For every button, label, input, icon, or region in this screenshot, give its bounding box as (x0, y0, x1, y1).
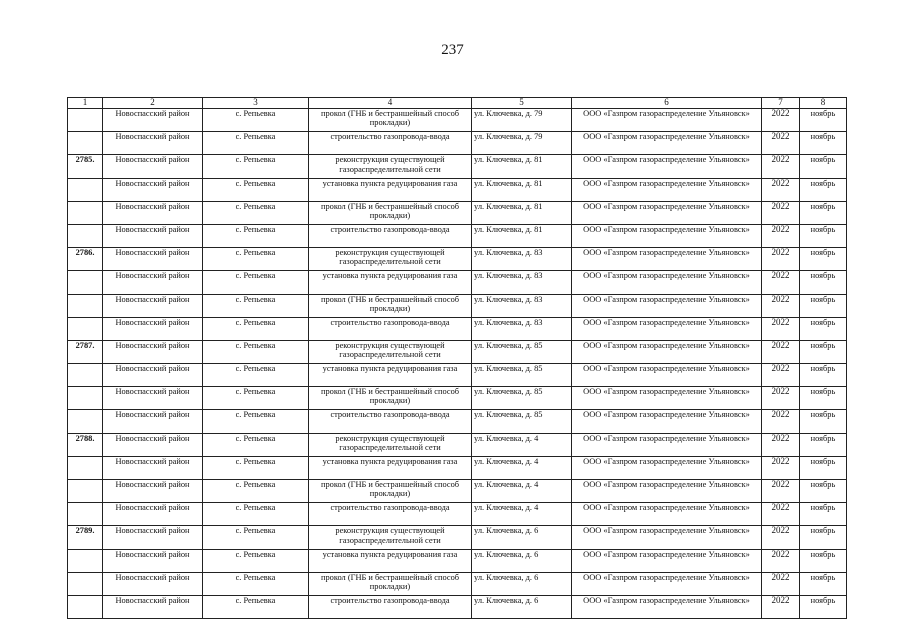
organization-cell: ООО «Газпром газораспределение Ульяновск» (572, 456, 762, 479)
table-row (68, 248, 847, 271)
village-cell: с. Репьевка (203, 572, 309, 595)
column-header-organization: 6 (572, 98, 762, 109)
month-cell: ноябрь (800, 364, 847, 387)
village-cell: с. Репьевка (203, 549, 309, 572)
table-row (68, 549, 847, 572)
month-cell: ноябрь (800, 340, 847, 363)
row-number (68, 132, 103, 155)
organization-cell: ООО «Газпром газораспределение Ульяновск» (572, 340, 762, 363)
month-cell: ноябрь (800, 224, 847, 247)
work-type-cell: реконструкция существующей газораспределительной сети (309, 248, 472, 271)
village-cell: с. Репьевка (203, 201, 309, 224)
organization-cell: ООО «Газпром газораспределение Ульяновск» (572, 132, 762, 155)
month-cell: ноябрь (800, 526, 847, 549)
row-number (68, 109, 103, 132)
row-number (68, 549, 103, 572)
column-header-village: 3 (203, 98, 309, 109)
month-cell: ноябрь (800, 572, 847, 595)
address-cell: ул. Ключевка, д. 81 (472, 224, 572, 247)
district-cell: Новоспасский район (103, 340, 203, 363)
month-cell: ноябрь (800, 317, 847, 340)
year-cell: 2022 (762, 155, 800, 178)
address-cell: ул. Ключевка, д. 85 (472, 410, 572, 433)
year-cell: 2022 (762, 433, 800, 456)
work-type-cell: строительство газопровода-ввода (309, 503, 472, 526)
month-cell: ноябрь (800, 549, 847, 572)
organization-cell: ООО «Газпром газораспределение Ульяновск» (572, 109, 762, 132)
table-row (68, 224, 847, 247)
month-cell: ноябрь (800, 155, 847, 178)
work-type-cell: прокол (ГНБ и бестраншейный способ прокладки) (309, 572, 472, 595)
work-type-cell: реконструкция существующей газораспределительной сети (309, 340, 472, 363)
address-cell: ул. Ключевка, д. 83 (472, 248, 572, 271)
organization-cell: ООО «Газпром газораспределение Ульяновск» (572, 410, 762, 433)
village-cell: с. Репьевка (203, 109, 309, 132)
row-number (68, 410, 103, 433)
address-cell: ул. Ключевка, д. 79 (472, 109, 572, 132)
district-cell: Новоспасский район (103, 271, 203, 294)
address-cell: ул. Ключевка, д. 4 (472, 503, 572, 526)
row-number (68, 572, 103, 595)
work-type-cell: строительство газопровода-ввода (309, 224, 472, 247)
district-cell: Новоспасский район (103, 549, 203, 572)
district-cell: Новоспасский район (103, 224, 203, 247)
table-header-row (68, 98, 847, 109)
column-header-district: 2 (103, 98, 203, 109)
village-cell: с. Репьевка (203, 595, 309, 618)
organization-cell: ООО «Газпром газораспределение Ульяновск» (572, 572, 762, 595)
organization-cell: ООО «Газпром газораспределение Ульяновск» (572, 433, 762, 456)
year-cell: 2022 (762, 503, 800, 526)
month-cell: ноябрь (800, 480, 847, 503)
year-cell: 2022 (762, 572, 800, 595)
village-cell: с. Репьевка (203, 271, 309, 294)
row-number: 2787. (68, 340, 103, 363)
village-cell: с. Репьевка (203, 387, 309, 410)
address-cell: ул. Ключевка, д. 4 (472, 433, 572, 456)
district-cell: Новоспасский район (103, 480, 203, 503)
table-row (68, 201, 847, 224)
year-cell: 2022 (762, 526, 800, 549)
address-cell: ул. Ключевка, д. 79 (472, 132, 572, 155)
month-cell: ноябрь (800, 433, 847, 456)
village-cell: с. Репьевка (203, 480, 309, 503)
work-type-cell: реконструкция существующей газораспределительной сети (309, 433, 472, 456)
row-number (68, 224, 103, 247)
address-cell: ул. Ключевка, д. 81 (472, 155, 572, 178)
page-number: 237 (441, 42, 464, 58)
organization-cell: ООО «Газпром газораспределение Ульяновск» (572, 294, 762, 317)
year-cell: 2022 (762, 340, 800, 363)
village-cell: с. Репьевка (203, 248, 309, 271)
address-cell: ул. Ключевка, д. 6 (472, 595, 572, 618)
address-cell: ул. Ключевка, д. 85 (472, 387, 572, 410)
table-row (68, 340, 847, 363)
year-cell: 2022 (762, 224, 800, 247)
row-number: 2788. (68, 433, 103, 456)
row-number (68, 364, 103, 387)
year-cell: 2022 (762, 480, 800, 503)
table-row (68, 433, 847, 456)
village-cell: с. Репьевка (203, 132, 309, 155)
address-cell: ул. Ключевка, д. 85 (472, 364, 572, 387)
month-cell: ноябрь (800, 132, 847, 155)
district-cell: Новоспасский район (103, 364, 203, 387)
village-cell: с. Репьевка (203, 433, 309, 456)
column-header-year: 7 (762, 98, 800, 109)
organization-cell: ООО «Газпром газораспределение Ульяновск» (572, 155, 762, 178)
organization-cell: ООО «Газпром газораспределение Ульяновск» (572, 387, 762, 410)
row-number (68, 480, 103, 503)
district-cell: Новоспасский район (103, 410, 203, 433)
year-cell: 2022 (762, 364, 800, 387)
village-cell: с. Репьевка (203, 317, 309, 340)
district-cell: Новоспасский район (103, 294, 203, 317)
month-cell: ноябрь (800, 456, 847, 479)
year-cell: 2022 (762, 132, 800, 155)
table-row (68, 456, 847, 479)
district-cell: Новоспасский район (103, 317, 203, 340)
gasification-register-table (67, 97, 847, 619)
organization-cell: ООО «Газпром газораспределение Ульяновск» (572, 503, 762, 526)
column-header-number: 1 (68, 98, 103, 109)
work-type-cell: прокол (ГНБ и бестраншейный способ прокладки) (309, 294, 472, 317)
year-cell: 2022 (762, 549, 800, 572)
table-row (68, 294, 847, 317)
work-type-cell: установка пункта редуцирования газа (309, 271, 472, 294)
district-cell: Новоспасский район (103, 132, 203, 155)
work-type-cell: реконструкция существующей газораспределительной сети (309, 155, 472, 178)
row-number (68, 317, 103, 340)
address-cell: ул. Ключевка, д. 83 (472, 317, 572, 340)
month-cell: ноябрь (800, 503, 847, 526)
row-number: 2789. (68, 526, 103, 549)
address-cell: ул. Ключевка, д. 85 (472, 340, 572, 363)
work-type-cell: установка пункта редуцирования газа (309, 178, 472, 201)
village-cell: с. Репьевка (203, 340, 309, 363)
year-cell: 2022 (762, 178, 800, 201)
address-cell: ул. Ключевка, д. 6 (472, 526, 572, 549)
month-cell: ноябрь (800, 410, 847, 433)
district-cell: Новоспасский район (103, 503, 203, 526)
year-cell: 2022 (762, 201, 800, 224)
district-cell: Новоспасский район (103, 433, 203, 456)
table-row (68, 364, 847, 387)
work-type-cell: строительство газопровода-ввода (309, 595, 472, 618)
district-cell: Новоспасский район (103, 456, 203, 479)
row-number (68, 503, 103, 526)
row-number (68, 595, 103, 618)
district-cell: Новоспасский район (103, 387, 203, 410)
district-cell: Новоспасский район (103, 155, 203, 178)
organization-cell: ООО «Газпром газораспределение Ульяновск» (572, 201, 762, 224)
organization-cell: ООО «Газпром газораспределение Ульяновск» (572, 271, 762, 294)
village-cell: с. Репьевка (203, 224, 309, 247)
table-row (68, 526, 847, 549)
organization-cell: ООО «Газпром газораспределение Ульяновск» (572, 178, 762, 201)
table-row (68, 480, 847, 503)
village-cell: с. Репьевка (203, 526, 309, 549)
address-cell: ул. Ключевка, д. 6 (472, 572, 572, 595)
district-cell: Новоспасский район (103, 572, 203, 595)
year-cell: 2022 (762, 109, 800, 132)
row-number (68, 456, 103, 479)
year-cell: 2022 (762, 294, 800, 317)
row-number: 2785. (68, 155, 103, 178)
organization-cell: ООО «Газпром газораспределение Ульяновск» (572, 480, 762, 503)
village-cell: с. Репьевка (203, 503, 309, 526)
month-cell: ноябрь (800, 595, 847, 618)
table-row (68, 503, 847, 526)
organization-cell: ООО «Газпром газораспределение Ульяновск» (572, 526, 762, 549)
month-cell: ноябрь (800, 178, 847, 201)
address-cell: ул. Ключевка, д. 83 (472, 294, 572, 317)
column-header-month: 8 (800, 98, 847, 109)
organization-cell: ООО «Газпром газораспределение Ульяновск» (572, 317, 762, 340)
table-body (68, 109, 847, 619)
district-cell: Новоспасский район (103, 248, 203, 271)
row-number (68, 271, 103, 294)
address-cell: ул. Ключевка, д. 81 (472, 201, 572, 224)
village-cell: с. Репьевка (203, 364, 309, 387)
row-number: 2786. (68, 248, 103, 271)
table-row (68, 155, 847, 178)
village-cell: с. Репьевка (203, 155, 309, 178)
table-row (68, 109, 847, 132)
work-type-cell: прокол (ГНБ и бестраншейный способ прокладки) (309, 109, 472, 132)
year-cell: 2022 (762, 595, 800, 618)
table-row (68, 271, 847, 294)
village-cell: с. Репьевка (203, 410, 309, 433)
address-cell: ул. Ключевка, д. 4 (472, 456, 572, 479)
table-row (68, 178, 847, 201)
table-row (68, 410, 847, 433)
table-row (68, 595, 847, 618)
address-cell: ул. Ключевка, д. 4 (472, 480, 572, 503)
row-number (68, 178, 103, 201)
district-cell: Новоспасский район (103, 595, 203, 618)
year-cell: 2022 (762, 456, 800, 479)
work-type-cell: прокол (ГНБ и бестраншейный способ прокладки) (309, 387, 472, 410)
district-cell: Новоспасский район (103, 201, 203, 224)
work-type-cell: прокол (ГНБ и бестраншейный способ прокладки) (309, 201, 472, 224)
work-type-cell: строительство газопровода-ввода (309, 132, 472, 155)
organization-cell: ООО «Газпром газораспределение Ульяновск» (572, 595, 762, 618)
month-cell: ноябрь (800, 387, 847, 410)
work-type-cell: строительство газопровода-ввода (309, 317, 472, 340)
district-cell: Новоспасский район (103, 178, 203, 201)
village-cell: с. Репьевка (203, 456, 309, 479)
work-type-cell: реконструкция существующей газораспределительной сети (309, 526, 472, 549)
table-row (68, 317, 847, 340)
month-cell: ноябрь (800, 271, 847, 294)
district-cell: Новоспасский район (103, 526, 203, 549)
table-row (68, 572, 847, 595)
district-cell: Новоспасский район (103, 109, 203, 132)
year-cell: 2022 (762, 248, 800, 271)
year-cell: 2022 (762, 410, 800, 433)
month-cell: ноябрь (800, 201, 847, 224)
address-cell: ул. Ключевка, д. 83 (472, 271, 572, 294)
month-cell: ноябрь (800, 248, 847, 271)
month-cell: ноябрь (800, 109, 847, 132)
year-cell: 2022 (762, 317, 800, 340)
work-type-cell: установка пункта редуцирования газа (309, 364, 472, 387)
table-row (68, 132, 847, 155)
month-cell: ноябрь (800, 294, 847, 317)
organization-cell: ООО «Газпром газораспределение Ульяновск» (572, 364, 762, 387)
organization-cell: ООО «Газпром газораспределение Ульяновск» (572, 248, 762, 271)
organization-cell: ООО «Газпром газораспределение Ульяновск» (572, 549, 762, 572)
village-cell: с. Репьевка (203, 178, 309, 201)
row-number (68, 294, 103, 317)
organization-cell: ООО «Газпром газораспределение Ульяновск» (572, 224, 762, 247)
column-header-address: 5 (472, 98, 572, 109)
village-cell: с. Репьевка (203, 294, 309, 317)
work-type-cell: строительство газопровода-ввода (309, 410, 472, 433)
year-cell: 2022 (762, 271, 800, 294)
row-number (68, 201, 103, 224)
address-cell: ул. Ключевка, д. 81 (472, 178, 572, 201)
address-cell: ул. Ключевка, д. 6 (472, 549, 572, 572)
work-type-cell: прокол (ГНБ и бестраншейный способ прокладки) (309, 480, 472, 503)
year-cell: 2022 (762, 387, 800, 410)
table-row (68, 387, 847, 410)
row-number (68, 387, 103, 410)
column-header-work: 4 (309, 98, 472, 109)
work-type-cell: установка пункта редуцирования газа (309, 456, 472, 479)
work-type-cell: установка пункта редуцирования газа (309, 549, 472, 572)
